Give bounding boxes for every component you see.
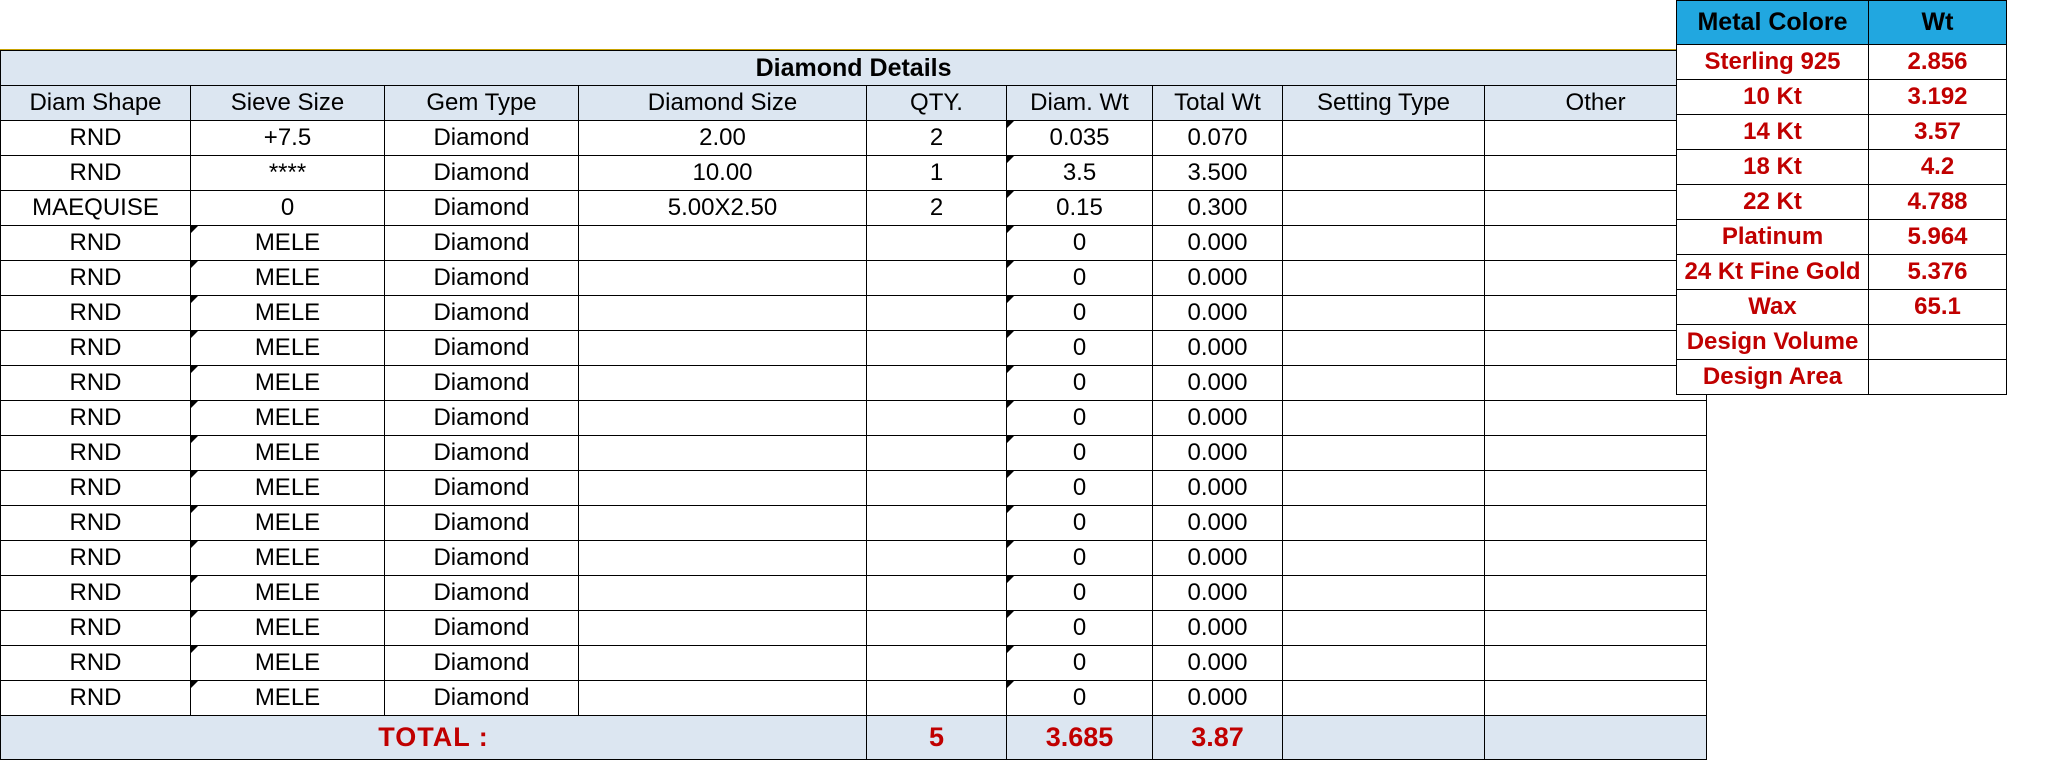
cell-gem-type[interactable]: Diamond bbox=[385, 261, 579, 296]
cell-diam-wt[interactable]: 0 bbox=[1007, 681, 1153, 716]
column-header-diam-shape: Diam Shape bbox=[1, 86, 191, 121]
cell-metal-wt[interactable]: 5.964 bbox=[1869, 220, 2007, 255]
cell-qty[interactable] bbox=[867, 471, 1007, 506]
cell-qty[interactable] bbox=[867, 541, 1007, 576]
column-header-sieve-size: Sieve Size bbox=[191, 86, 385, 121]
cell-gem-type[interactable]: Diamond bbox=[385, 401, 579, 436]
cell-metal-wt[interactable] bbox=[1869, 325, 2007, 360]
cell-metal-name[interactable]: Platinum bbox=[1677, 220, 1869, 255]
cell-diam-wt[interactable]: 0 bbox=[1007, 296, 1153, 331]
cell-qty[interactable] bbox=[867, 401, 1007, 436]
total-total-wt: 3.87 bbox=[1153, 716, 1283, 760]
cell-other[interactable] bbox=[1485, 401, 1707, 436]
cell-diam-wt[interactable]: 0 bbox=[1007, 646, 1153, 681]
table-row[interactable] bbox=[1, 296, 1707, 331]
cell-other[interactable] bbox=[1485, 261, 1707, 296]
table-row[interactable] bbox=[1, 436, 1707, 471]
cell-diam-wt[interactable]: 0 bbox=[1007, 506, 1153, 541]
cell-diam-wt[interactable]: 0 bbox=[1007, 471, 1153, 506]
cell-qty[interactable] bbox=[867, 506, 1007, 541]
cell-diam-shape[interactable]: RND bbox=[1, 541, 191, 576]
cell-sieve-size[interactable]: MELE bbox=[191, 296, 385, 331]
cell-metal-wt[interactable] bbox=[1869, 360, 2007, 395]
cell-diam-wt[interactable]: 0 bbox=[1007, 541, 1153, 576]
cell-setting-type[interactable] bbox=[1283, 576, 1485, 611]
cell-total-wt[interactable]: 0.300 bbox=[1153, 191, 1283, 226]
column-header-gem-type: Gem Type bbox=[385, 86, 579, 121]
cell-diamond-size[interactable]: 2.00 bbox=[579, 121, 867, 156]
cell-qty[interactable] bbox=[867, 366, 1007, 401]
cell-gem-type[interactable]: Diamond bbox=[385, 156, 579, 191]
cell-diamond-size[interactable] bbox=[579, 331, 867, 366]
cell-metal-name[interactable]: Sterling 925 bbox=[1677, 45, 1869, 80]
table-row[interactable] bbox=[1677, 150, 2007, 185]
cell-diamond-size[interactable] bbox=[579, 226, 867, 261]
cell-setting-type[interactable] bbox=[1283, 401, 1485, 436]
cell-diam-wt[interactable]: 0 bbox=[1007, 611, 1153, 646]
cell-other[interactable] bbox=[1485, 296, 1707, 331]
cell-metal-name[interactable]: Design Area bbox=[1677, 360, 1869, 395]
cell-qty[interactable] bbox=[867, 646, 1007, 681]
cell-diamond-size[interactable] bbox=[579, 261, 867, 296]
cell-diam-wt[interactable]: 0.15 bbox=[1007, 191, 1153, 226]
total-label: TOTAL : bbox=[1, 716, 867, 760]
table-row[interactable] bbox=[1, 576, 1707, 611]
table-row[interactable] bbox=[1, 401, 1707, 436]
cell-metal-name[interactable]: Design Volume bbox=[1677, 325, 1869, 360]
cell-sieve-size[interactable]: +7.5 bbox=[191, 121, 385, 156]
cell-total-wt[interactable]: 0.000 bbox=[1153, 611, 1283, 646]
cell-diam-shape[interactable]: RND bbox=[1, 261, 191, 296]
cell-gem-type[interactable]: Diamond bbox=[385, 471, 579, 506]
cell-metal-wt[interactable]: 3.57 bbox=[1869, 115, 2007, 150]
cell-diamond-size[interactable] bbox=[579, 401, 867, 436]
cell-setting-type[interactable] bbox=[1283, 646, 1485, 681]
cell-qty[interactable]: 2 bbox=[867, 191, 1007, 226]
table-row[interactable] bbox=[1677, 185, 2007, 220]
cell-gem-type[interactable]: Diamond bbox=[385, 366, 579, 401]
column-header-metal-wt: Wt bbox=[1869, 1, 2007, 45]
cell-diamond-size[interactable] bbox=[579, 471, 867, 506]
cell-sieve-size[interactable]: MELE bbox=[191, 611, 385, 646]
table-row[interactable] bbox=[1, 611, 1707, 646]
cell-total-wt[interactable]: 0.070 bbox=[1153, 121, 1283, 156]
cell-other[interactable] bbox=[1485, 576, 1707, 611]
table-row[interactable] bbox=[1677, 255, 2007, 290]
cell-total-wt[interactable]: 0.000 bbox=[1153, 436, 1283, 471]
cell-gem-type[interactable]: Diamond bbox=[385, 191, 579, 226]
cell-metal-name[interactable]: 10 Kt bbox=[1677, 80, 1869, 115]
cell-diamond-size[interactable]: 5.00X2.50 bbox=[579, 191, 867, 226]
cell-other[interactable] bbox=[1485, 541, 1707, 576]
table-row[interactable] bbox=[1, 471, 1707, 506]
cell-setting-type[interactable] bbox=[1283, 296, 1485, 331]
cell-setting-type[interactable] bbox=[1283, 541, 1485, 576]
cell-total-wt[interactable]: 0.000 bbox=[1153, 401, 1283, 436]
total-qty: 5 bbox=[867, 716, 1007, 760]
cell-diam-wt[interactable]: 0 bbox=[1007, 331, 1153, 366]
cell-qty[interactable]: 2 bbox=[867, 121, 1007, 156]
cell-sieve-size[interactable]: MELE bbox=[191, 541, 385, 576]
cell-other[interactable] bbox=[1485, 366, 1707, 401]
cell-gem-type[interactable]: Diamond bbox=[385, 506, 579, 541]
cell-qty[interactable] bbox=[867, 296, 1007, 331]
cell-gem-type[interactable]: Diamond bbox=[385, 576, 579, 611]
cell-total-wt[interactable]: 0.000 bbox=[1153, 681, 1283, 716]
cell-other[interactable] bbox=[1485, 121, 1707, 156]
cell-total-wt[interactable]: 0.000 bbox=[1153, 226, 1283, 261]
cell-other[interactable] bbox=[1485, 471, 1707, 506]
cell-other[interactable] bbox=[1485, 156, 1707, 191]
cell-total-wt[interactable]: 0.000 bbox=[1153, 541, 1283, 576]
cell-diamond-size[interactable]: 10.00 bbox=[579, 156, 867, 191]
cell-gem-type[interactable]: Diamond bbox=[385, 121, 579, 156]
cell-sieve-size[interactable]: MELE bbox=[191, 576, 385, 611]
diamond-title: Diamond Details bbox=[1, 51, 1707, 86]
cell-sieve-size[interactable]: MELE bbox=[191, 681, 385, 716]
table-row[interactable] bbox=[1677, 325, 2007, 360]
cell-sieve-size[interactable]: MELE bbox=[191, 646, 385, 681]
cell-diam-wt[interactable]: 0 bbox=[1007, 436, 1153, 471]
cell-metal-wt[interactable]: 5.376 bbox=[1869, 255, 2007, 290]
cell-diamond-size[interactable] bbox=[579, 541, 867, 576]
table-row[interactable] bbox=[1, 331, 1707, 366]
cell-setting-type[interactable] bbox=[1283, 681, 1485, 716]
cell-gem-type[interactable]: Diamond bbox=[385, 681, 579, 716]
cell-other[interactable] bbox=[1485, 611, 1707, 646]
table-row[interactable] bbox=[1677, 290, 2007, 325]
cell-metal-wt[interactable]: 4.2 bbox=[1869, 150, 2007, 185]
cell-setting-type[interactable] bbox=[1283, 121, 1485, 156]
cell-sieve-size[interactable]: MELE bbox=[191, 331, 385, 366]
cell-gem-type[interactable]: Diamond bbox=[385, 611, 579, 646]
cell-qty[interactable] bbox=[867, 611, 1007, 646]
cell-diam-shape[interactable]: RND bbox=[1, 576, 191, 611]
total-other bbox=[1485, 716, 1707, 760]
table-row[interactable] bbox=[1, 681, 1707, 716]
table-row[interactable] bbox=[1, 226, 1707, 261]
cell-diamond-size[interactable] bbox=[579, 366, 867, 401]
table-row[interactable] bbox=[1, 121, 1707, 156]
cell-diamond-size[interactable] bbox=[579, 436, 867, 471]
total-setting-type bbox=[1283, 716, 1485, 760]
total-row bbox=[1, 716, 1707, 760]
cell-other[interactable] bbox=[1485, 331, 1707, 366]
cell-diam-wt[interactable]: 0 bbox=[1007, 401, 1153, 436]
table-row[interactable] bbox=[1, 646, 1707, 681]
table-row[interactable] bbox=[1677, 115, 2007, 150]
cell-sieve-size[interactable]: MELE bbox=[191, 506, 385, 541]
table-row[interactable] bbox=[1, 506, 1707, 541]
cell-diam-shape[interactable]: MAEQUISE bbox=[1, 191, 191, 226]
cell-qty[interactable]: 1 bbox=[867, 156, 1007, 191]
cell-diam-shape[interactable]: RND bbox=[1, 121, 191, 156]
cell-setting-type[interactable] bbox=[1283, 156, 1485, 191]
cell-sieve-size[interactable]: MELE bbox=[191, 366, 385, 401]
cell-diam-wt[interactable]: 0 bbox=[1007, 261, 1153, 296]
cell-diamond-size[interactable] bbox=[579, 506, 867, 541]
cell-sieve-size[interactable]: MELE bbox=[191, 436, 385, 471]
cell-diam-shape[interactable]: RND bbox=[1, 681, 191, 716]
cell-total-wt[interactable]: 0.000 bbox=[1153, 296, 1283, 331]
cell-metal-name[interactable]: 22 Kt bbox=[1677, 185, 1869, 220]
cell-other[interactable] bbox=[1485, 436, 1707, 471]
cell-setting-type[interactable] bbox=[1283, 191, 1485, 226]
cell-gem-type[interactable]: Diamond bbox=[385, 331, 579, 366]
cell-diam-wt[interactable]: 0.035 bbox=[1007, 121, 1153, 156]
cell-metal-name[interactable]: 24 Kt Fine Gold bbox=[1677, 255, 1869, 290]
cell-diam-shape[interactable]: RND bbox=[1, 506, 191, 541]
cell-setting-type[interactable] bbox=[1283, 331, 1485, 366]
cell-total-wt[interactable]: 0.000 bbox=[1153, 471, 1283, 506]
cell-other[interactable] bbox=[1485, 681, 1707, 716]
cell-metal-name[interactable]: 14 Kt bbox=[1677, 115, 1869, 150]
table-row[interactable] bbox=[1677, 80, 2007, 115]
table-row[interactable] bbox=[1, 541, 1707, 576]
cell-sieve-size[interactable]: MELE bbox=[191, 261, 385, 296]
cell-diamond-size[interactable] bbox=[579, 646, 867, 681]
cell-diam-wt[interactable]: 0 bbox=[1007, 576, 1153, 611]
column-header-diamond-size: Diamond Size bbox=[579, 86, 867, 121]
cell-diam-wt[interactable]: 0 bbox=[1007, 226, 1153, 261]
cell-metal-wt[interactable]: 65.1 bbox=[1869, 290, 2007, 325]
column-header-metal-colore: Metal Colore bbox=[1677, 1, 1869, 45]
top-blank-band bbox=[0, 0, 1676, 49]
cell-other[interactable] bbox=[1485, 191, 1707, 226]
cell-setting-type[interactable] bbox=[1283, 471, 1485, 506]
cell-diamond-size[interactable] bbox=[579, 576, 867, 611]
table-row[interactable] bbox=[1, 261, 1707, 296]
cell-total-wt[interactable]: 0.000 bbox=[1153, 646, 1283, 681]
cell-other[interactable] bbox=[1485, 226, 1707, 261]
cell-metal-name[interactable]: 18 Kt bbox=[1677, 150, 1869, 185]
total-diam-wt: 3.685 bbox=[1007, 716, 1153, 760]
cell-metal-wt[interactable]: 2.856 bbox=[1869, 45, 2007, 80]
diamond-header-row bbox=[1, 86, 1707, 121]
cell-diam-shape[interactable]: RND bbox=[1, 611, 191, 646]
diamond-title-row bbox=[1, 51, 1707, 86]
cell-setting-type[interactable] bbox=[1283, 226, 1485, 261]
metal-header-row bbox=[1677, 1, 2007, 45]
cell-metal-wt[interactable]: 3.192 bbox=[1869, 80, 2007, 115]
table-row[interactable] bbox=[1, 366, 1707, 401]
cell-total-wt[interactable]: 0.000 bbox=[1153, 506, 1283, 541]
cell-other[interactable] bbox=[1485, 646, 1707, 681]
cell-gem-type[interactable]: Diamond bbox=[385, 646, 579, 681]
cell-setting-type[interactable] bbox=[1283, 611, 1485, 646]
column-header-other: Other bbox=[1485, 86, 1707, 121]
table-row[interactable] bbox=[1677, 220, 2007, 255]
cell-diam-shape[interactable]: RND bbox=[1, 226, 191, 261]
cell-diam-shape[interactable]: RND bbox=[1, 401, 191, 436]
cell-diamond-size[interactable] bbox=[579, 681, 867, 716]
cell-metal-name[interactable]: Wax bbox=[1677, 290, 1869, 325]
cell-qty[interactable] bbox=[867, 226, 1007, 261]
cell-total-wt[interactable]: 3.500 bbox=[1153, 156, 1283, 191]
cell-total-wt[interactable]: 0.000 bbox=[1153, 366, 1283, 401]
cell-qty[interactable] bbox=[867, 436, 1007, 471]
cell-diam-shape[interactable]: RND bbox=[1, 331, 191, 366]
diamond-details-table bbox=[0, 50, 1707, 760]
cell-setting-type[interactable] bbox=[1283, 366, 1485, 401]
cell-total-wt[interactable]: 0.000 bbox=[1153, 261, 1283, 296]
column-header-diam-wt: Diam. Wt bbox=[1007, 86, 1153, 121]
cell-setting-type[interactable] bbox=[1283, 436, 1485, 471]
table-row[interactable] bbox=[1, 191, 1707, 226]
cell-diamond-size[interactable] bbox=[579, 611, 867, 646]
cell-total-wt[interactable]: 0.000 bbox=[1153, 331, 1283, 366]
cell-gem-type[interactable]: Diamond bbox=[385, 436, 579, 471]
cell-diam-shape[interactable]: RND bbox=[1, 366, 191, 401]
cell-diam-shape[interactable]: RND bbox=[1, 436, 191, 471]
cell-sieve-size[interactable]: MELE bbox=[191, 226, 385, 261]
column-header-setting-type: Setting Type bbox=[1283, 86, 1485, 121]
table-row[interactable] bbox=[1677, 45, 2007, 80]
cell-diamond-size[interactable] bbox=[579, 296, 867, 331]
cell-qty[interactable] bbox=[867, 331, 1007, 366]
cell-diam-shape[interactable]: RND bbox=[1, 296, 191, 331]
cell-sieve-size[interactable]: MELE bbox=[191, 401, 385, 436]
cell-sieve-size[interactable]: **** bbox=[191, 156, 385, 191]
cell-sieve-size[interactable]: MELE bbox=[191, 471, 385, 506]
cell-setting-type[interactable] bbox=[1283, 261, 1485, 296]
cell-diam-shape[interactable]: RND bbox=[1, 156, 191, 191]
cell-diam-shape[interactable]: RND bbox=[1, 471, 191, 506]
cell-metal-wt[interactable]: 4.788 bbox=[1869, 185, 2007, 220]
cell-gem-type[interactable]: Diamond bbox=[385, 226, 579, 261]
cell-gem-type[interactable]: Diamond bbox=[385, 541, 579, 576]
column-header-total-wt: Total Wt bbox=[1153, 86, 1283, 121]
metal-weight-table bbox=[1676, 0, 2007, 395]
cell-other[interactable] bbox=[1485, 506, 1707, 541]
cell-qty[interactable] bbox=[867, 681, 1007, 716]
cell-sieve-size[interactable]: 0 bbox=[191, 191, 385, 226]
cell-qty[interactable] bbox=[867, 576, 1007, 611]
cell-setting-type[interactable] bbox=[1283, 506, 1485, 541]
cell-diam-wt[interactable]: 3.5 bbox=[1007, 156, 1153, 191]
cell-qty[interactable] bbox=[867, 261, 1007, 296]
cell-gem-type[interactable]: Diamond bbox=[385, 296, 579, 331]
cell-total-wt[interactable]: 0.000 bbox=[1153, 576, 1283, 611]
cell-diam-shape[interactable]: RND bbox=[1, 646, 191, 681]
column-header-qty: QTY. bbox=[867, 86, 1007, 121]
cell-diam-wt[interactable]: 0 bbox=[1007, 366, 1153, 401]
table-row[interactable] bbox=[1, 156, 1707, 191]
table-row[interactable] bbox=[1677, 360, 2007, 395]
